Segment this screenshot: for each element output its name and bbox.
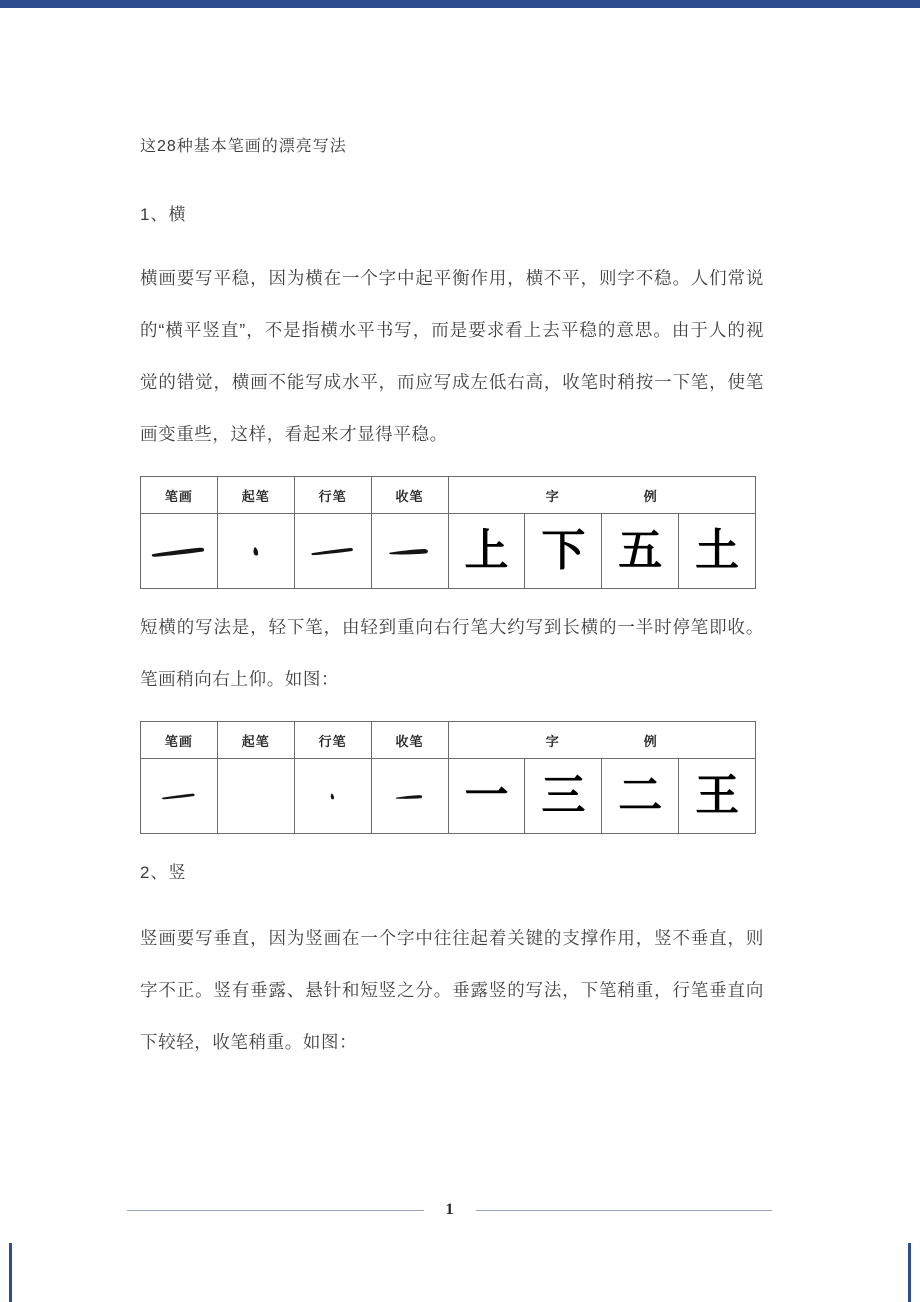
example-header-zi: 字 — [545, 488, 560, 504]
page-footer — [127, 1200, 772, 1220]
section-heading-1: 1、横 — [140, 205, 187, 224]
page-right-border — [908, 1243, 911, 1302]
example-character: 下 — [541, 526, 586, 575]
stroke-cell-bihua — [141, 759, 218, 834]
col-header-xingbi: 行笔 — [294, 477, 371, 514]
example-header-text — [449, 486, 756, 505]
col-header-shoubi: 收笔 — [371, 722, 448, 759]
example-cell — [525, 514, 602, 589]
press-dot-stroke-icon — [251, 545, 261, 558]
example-character: 三 — [541, 771, 586, 820]
stroke-cell-shoubi — [371, 514, 448, 589]
example-character: 王 — [695, 771, 740, 820]
example-cell — [679, 759, 756, 834]
horizontal-stroke-icon — [310, 545, 356, 557]
table-header-row — [141, 722, 756, 759]
finish-horizontal-stroke-icon — [388, 545, 432, 557]
stroke-cell-xingbi — [294, 759, 371, 834]
example-character: 二 — [618, 771, 663, 820]
table-row — [141, 759, 756, 834]
document-content — [140, 138, 764, 1084]
col-header-xingbi: 行笔 — [294, 722, 371, 759]
section1-short-heng-paragraph: 短横的写法是，轻下笔，由轻到重向右行笔大约写到长横的一半时停笔即收。笔画稍向右上仰。如图： — [140, 617, 764, 689]
stroke-cell-bihua — [141, 514, 218, 589]
example-cell — [448, 514, 525, 589]
example-cell — [602, 759, 679, 834]
example-cell — [448, 759, 525, 834]
table-row — [141, 514, 756, 589]
small-dot-stroke-icon — [329, 792, 336, 801]
example-character: 一 — [464, 771, 509, 820]
empty-cell — [217, 759, 294, 834]
example-character: 土 — [695, 526, 740, 575]
document-title: 这28种基本笔画的漂亮写法 — [140, 138, 347, 155]
heng-stroke-table — [140, 476, 756, 589]
section1-intro-paragraph: 横画要写平稳，因为横在一个字中起平衡作用，横不平，则字不稳。人们常说的“横平竖直”，不是指横水平书写，而是要求看上去平稳的意思。由于人的视觉的错觉，横画不能写成水平，而应写成左低右高，收笔时稍按一下笔，使笔画变重些，这样，看起来才显得平稳。 — [140, 268, 764, 444]
example-header-li: 例 — [643, 733, 658, 749]
section-heading-2: 2、竖 — [140, 863, 187, 882]
page-left-border — [9, 1243, 12, 1302]
col-header-shoubi: 收笔 — [371, 477, 448, 514]
table-header-row — [141, 477, 756, 514]
stroke-cell-shoubi — [371, 759, 448, 834]
footer-rule-left — [127, 1210, 424, 1211]
section2-intro-paragraph: 竖画要写垂直，因为竖画在一个字中往往起着关键的支撑作用，竖不垂直，则字不正。竖有垂露、悬针和短竖之分。垂露竖的写法，下笔稍重，行笔垂直向下较轻，收笔稍重。如图： — [140, 928, 764, 1052]
stroke-cell-qibi — [217, 514, 294, 589]
col-header-bihua: 笔画 — [141, 722, 218, 759]
example-cell — [679, 514, 756, 589]
col-header-examples — [448, 477, 756, 514]
example-character: 上 — [464, 526, 509, 575]
short-horizontal-stroke-icon — [161, 791, 197, 801]
example-cell — [525, 759, 602, 834]
footer-rule-right — [476, 1210, 773, 1211]
col-header-qibi: 起笔 — [217, 722, 294, 759]
stroke-cell-xingbi — [294, 514, 371, 589]
page-number: 1 — [445, 1201, 454, 1218]
example-header-text — [449, 731, 756, 750]
col-header-qibi: 起笔 — [217, 477, 294, 514]
example-cell — [602, 514, 679, 589]
long-horizontal-stroke-icon — [150, 544, 208, 559]
example-header-li: 例 — [643, 488, 658, 504]
short-heng-stroke-table — [140, 721, 756, 834]
col-header-examples — [448, 722, 756, 759]
short-horizontal-stroke-icon — [395, 792, 425, 801]
example-header-zi: 字 — [545, 733, 560, 749]
example-character: 五 — [618, 526, 663, 575]
col-header-bihua: 笔画 — [141, 477, 218, 514]
page-top-border — [0, 0, 920, 8]
